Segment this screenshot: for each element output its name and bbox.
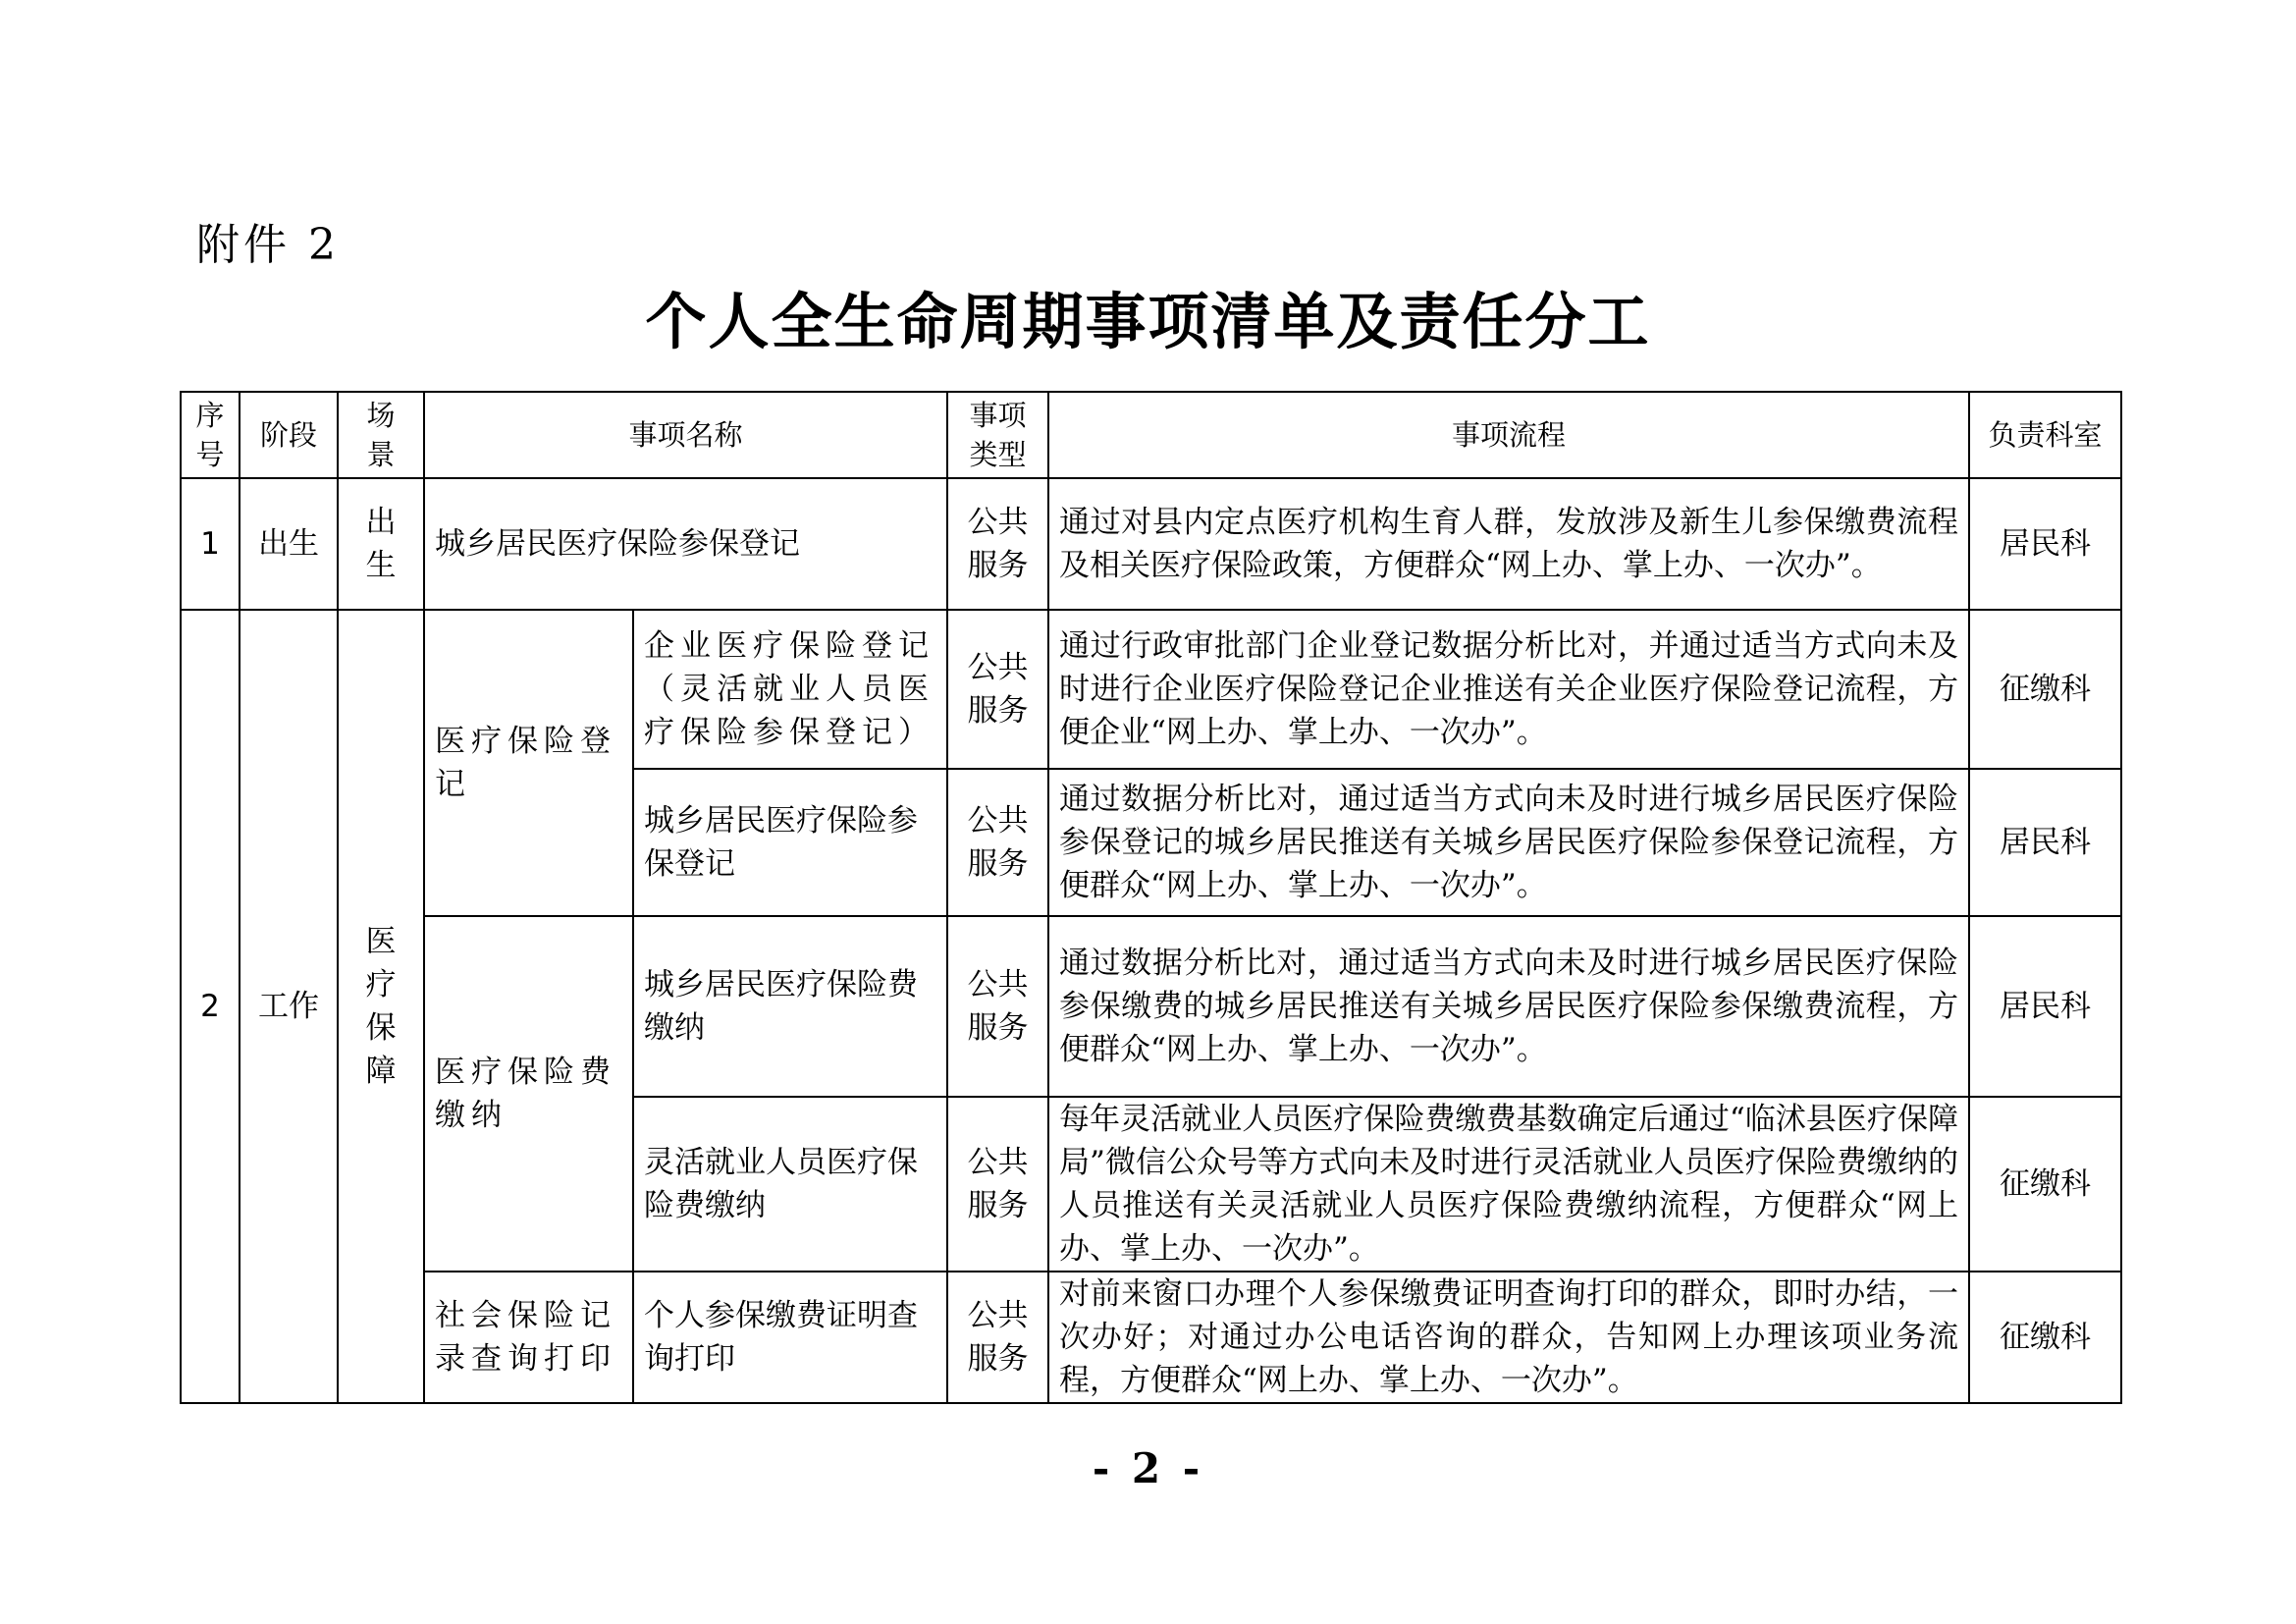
- item-name: 城乡居民医疗保险参保登记: [424, 478, 947, 610]
- row-index: 1: [181, 478, 240, 610]
- item-department: 征缴科: [1969, 610, 2121, 769]
- header-index: 序 号: [181, 392, 240, 478]
- header-department: 负责科室: [1969, 392, 2121, 478]
- item-department: 居民科: [1969, 478, 2121, 610]
- item-type: 公共 服务: [947, 916, 1048, 1097]
- item-department: 居民科: [1969, 916, 2121, 1097]
- item-name: 灵活就业人员医疗保险费缴纳: [633, 1097, 947, 1272]
- document-title: 个人全生命周期事项清单及责任分工: [645, 286, 1651, 357]
- item-name: 城乡居民医疗保险费缴纳: [633, 916, 947, 1097]
- header-item-type: 事项 类型: [947, 392, 1048, 478]
- table-row: [181, 916, 2121, 1097]
- row-stage: 出生: [240, 478, 338, 610]
- page-number: - 2 -: [1092, 1444, 1204, 1492]
- row-stage: 工作: [240, 610, 338, 1403]
- item-process: 通过行政审批部门企业登记数据分析比对，并通过适当方式向未及时进行企业医疗保险登记企业推送有关企业医疗保险登记流程，方便企业“网上办、掌上办、一次办”。: [1048, 610, 1969, 769]
- header-scene: 场 景: [338, 392, 424, 478]
- item-process: 每年灵活就业人员医疗保险费缴费基数确定后通过“临沭县医疗保障局”微信公众号等方式向未及时进行灵活就业人员医疗保险费缴纳的人员推送有关灵活就业人员医疗保险费缴纳流程，方便群众“网上办、掌上办、一次办”。: [1048, 1097, 1969, 1272]
- table-header-row: [181, 392, 2121, 478]
- item-type: 公共 服务: [947, 769, 1048, 916]
- row-index: 2: [181, 610, 240, 1403]
- attachment-label: 附件 2: [196, 220, 340, 270]
- item-name: 个人参保缴费证明查询打印: [633, 1272, 947, 1403]
- items-table: [180, 391, 2122, 1404]
- group-name: 社会保险记录查询打印: [424, 1272, 633, 1403]
- item-type: 公共 服务: [947, 610, 1048, 769]
- group-name: 医疗保险费缴纳: [424, 916, 633, 1272]
- table-row: [181, 1272, 2121, 1403]
- table-row: [181, 610, 2121, 769]
- header-item-name: 事项名称: [424, 392, 947, 478]
- item-process: 通过数据分析比对，通过适当方式向未及时进行城乡居民医疗保险参保缴费的城乡居民推送有关城乡居民医疗保险参保缴费流程，方便群众“网上办、掌上办、一次办”。: [1048, 916, 1969, 1097]
- row-scene: 出 生: [338, 478, 424, 610]
- item-department: 征缴科: [1969, 1272, 2121, 1403]
- item-type: 公共 服务: [947, 1272, 1048, 1403]
- item-process: 通过数据分析比对，通过适当方式向未及时进行城乡居民医疗保险参保登记的城乡居民推送有关城乡居民医疗保险参保登记流程，方便群众“网上办、掌上办、一次办”。: [1048, 769, 1969, 916]
- item-department: 征缴科: [1969, 1097, 2121, 1272]
- row-scene: 医 疗 保 障: [338, 610, 424, 1403]
- item-type: 公共 服务: [947, 478, 1048, 610]
- header-process: 事项流程: [1048, 392, 1969, 478]
- item-process: 对前来窗口办理个人参保缴费证明查询打印的群众，即时办结，一次办好；对通过办公电话咨询的群众，告知网上办理该项业务流程，方便群众“网上办、掌上办、一次办”。: [1048, 1272, 1969, 1403]
- header-stage: 阶段: [240, 392, 338, 478]
- item-type: 公共 服务: [947, 1097, 1048, 1272]
- item-department: 居民科: [1969, 769, 2121, 916]
- table-row: [181, 478, 2121, 610]
- item-name: 企业医疗保险登记（灵活就业人员医疗保险参保登记）: [633, 610, 947, 769]
- item-name: 城乡居民医疗保险参保登记: [633, 769, 947, 916]
- item-process: 通过对县内定点医疗机构生育人群，发放涉及新生儿参保缴费流程及相关医疗保险政策，方便群众“网上办、掌上办、一次办”。: [1048, 478, 1969, 610]
- group-name: 医疗保险登记: [424, 610, 633, 916]
